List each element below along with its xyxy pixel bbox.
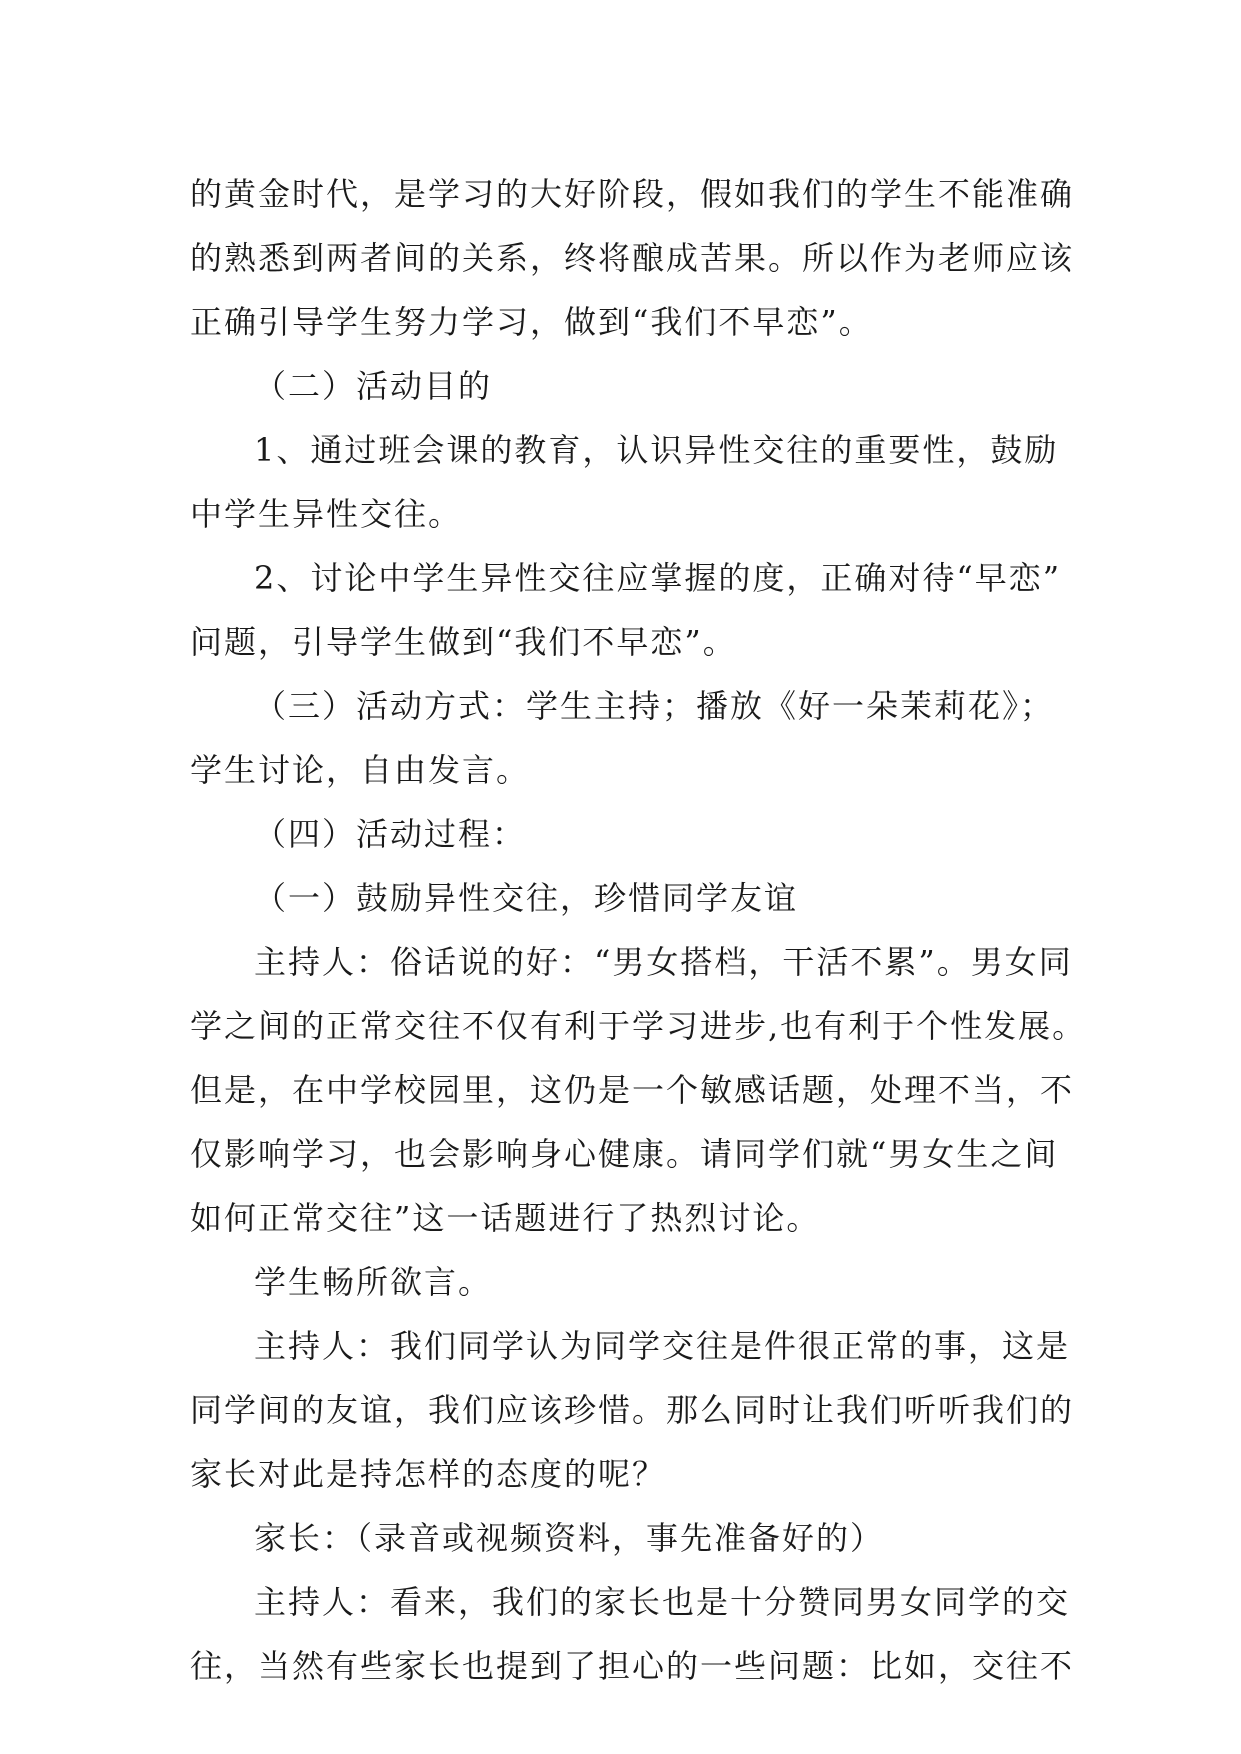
text-line: 往，当然有些家长也提到了担心的一些问题：比如，交往不 <box>190 1647 1075 1685</box>
text-line: 学之间的正常交往不仅有利于学习进步,也有利于个性发展。 <box>190 1007 1087 1045</box>
text-line: 但是，在中学校园里，这仍是一个敏感话题，处理不当，不 <box>190 1071 1075 1109</box>
document-body <box>190 162 1087 1698</box>
text-line: 学生讨论，自由发言。 <box>190 751 531 789</box>
text-line: （四）活动过程： <box>254 815 527 853</box>
text-line: 2、讨论中学生异性交往应掌握的度，正确对待“早恋” <box>254 559 1062 597</box>
text-line: 如何正常交往”这一话题进行了热烈讨论。 <box>190 1199 821 1237</box>
text-line: 家长对此是持怎样的态度的呢？ <box>190 1455 667 1493</box>
text-line: 问题，引导学生做到“我们不早恋”。 <box>190 623 737 661</box>
text-line: 1、通过班会课的教育，认识异性交往的重要性，鼓励 <box>254 431 1059 469</box>
text-line: 主持人：看来，我们的家长也是十分赞同男女同学的交 <box>254 1583 1071 1621</box>
text-line: 同学间的友谊，我们应该珍惜。那么同时让我们听听我们的 <box>190 1391 1075 1429</box>
text-line: 主持人：我们同学认为同学交往是件很正常的事，这是 <box>254 1327 1071 1365</box>
text-line: （一）鼓励异性交往，珍惜同学友谊 <box>254 879 799 917</box>
text-line: 的熟悉到两者间的关系，终将酿成苦果。所以作为老师应该 <box>190 239 1075 277</box>
text-line: 家长：（录音或视频资料，事先准备好的） <box>254 1519 885 1557</box>
text-line: 的黄金时代，是学习的大好阶段，假如我们的学生不能准确 <box>190 175 1075 213</box>
text-line: 正确引导学生努力学习，做到“我们不早恋”。 <box>190 303 873 341</box>
text-line: 主持人：俗话说的好：“男女搭档，干活不累”。男女同 <box>254 943 1073 981</box>
text-line: （三）活动方式：学生主持；播放《好一朵茉莉花》； <box>254 687 1055 725</box>
text-line: （二）活动目的 <box>254 367 493 405</box>
text-line: 学生畅所欲言。 <box>254 1263 493 1301</box>
text-line: 仅影响学习，也会影响身心健康。请同学们就“男女生之间 <box>190 1135 1059 1173</box>
text-line: 中学生异性交往。 <box>190 495 463 533</box>
